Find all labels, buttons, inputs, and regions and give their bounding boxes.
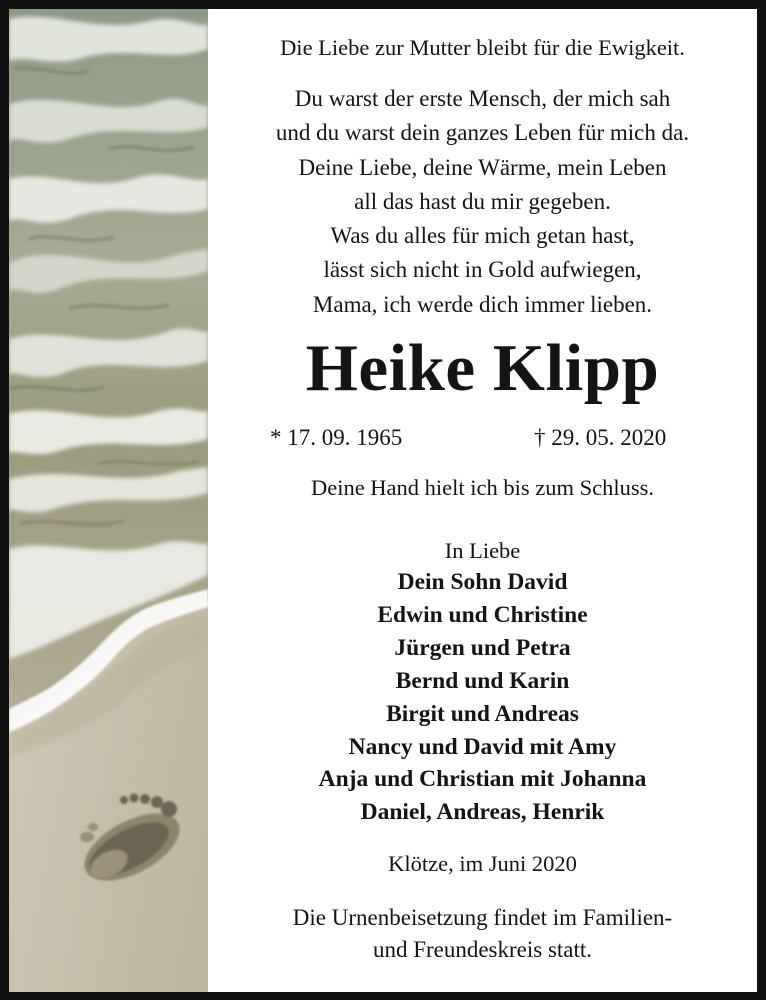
poem-line: Du warst der erste Mensch, der mich sah bbox=[294, 86, 671, 111]
closing-line: Deine Hand hielt ich bis zum Schluss. bbox=[310, 475, 655, 500]
poem bbox=[208, 82, 757, 322]
poem-line: Deine Liebe, deine Wärme, mein Leben bbox=[298, 154, 667, 180]
mourner-entry: Edwin und Christine bbox=[377, 601, 588, 628]
mourner-entry: Dein Sohn David bbox=[397, 569, 568, 595]
deceased-name: Heike Klipp bbox=[305, 331, 660, 405]
mourners-list bbox=[208, 566, 757, 829]
poem-line: all das hast du mir gegeben. bbox=[354, 188, 611, 214]
poem-line: Was du alles für mich getan hast, bbox=[330, 223, 635, 249]
death-date: † 29. 05. 2020 bbox=[534, 425, 667, 450]
mourner-entry: Birgit und Andreas bbox=[386, 700, 579, 727]
burial-note bbox=[208, 902, 757, 966]
place-date: Klötze, im Juni 2020 bbox=[388, 851, 577, 876]
obituary-text bbox=[208, 9, 757, 992]
beach-footprint-image bbox=[9, 9, 208, 992]
mourner-entry: Jürgen und Petra bbox=[394, 634, 571, 661]
obituary-card bbox=[9, 9, 757, 992]
mourner-entry: Anja und Christian mit Johanna bbox=[318, 766, 647, 793]
life-dates bbox=[208, 421, 757, 455]
birth-date: * 17. 09. 1965 bbox=[270, 425, 403, 450]
mourner-entry: Bernd und Karin bbox=[395, 667, 570, 694]
burial-line: Die Urnenbeisetzung findet im Familien- bbox=[292, 905, 673, 930]
mourner-entry: Nancy und David mit Amy bbox=[348, 733, 617, 760]
in-love-label: In Liebe bbox=[444, 538, 521, 563]
poem-line: lässt sich nicht in Gold aufwiegen, bbox=[323, 257, 642, 283]
burial-line: und Freundeskreis statt. bbox=[372, 937, 593, 962]
mourner-entry: Daniel, Andreas, Henrik bbox=[360, 799, 605, 826]
poem-line: Mama, ich werde dich immer lieben. bbox=[312, 291, 653, 317]
heading: Die Liebe zur Mutter bleibt für die Ewigkeit. bbox=[280, 35, 685, 60]
poem-line: und du warst dein ganzes Leben für mich da. bbox=[275, 120, 690, 146]
